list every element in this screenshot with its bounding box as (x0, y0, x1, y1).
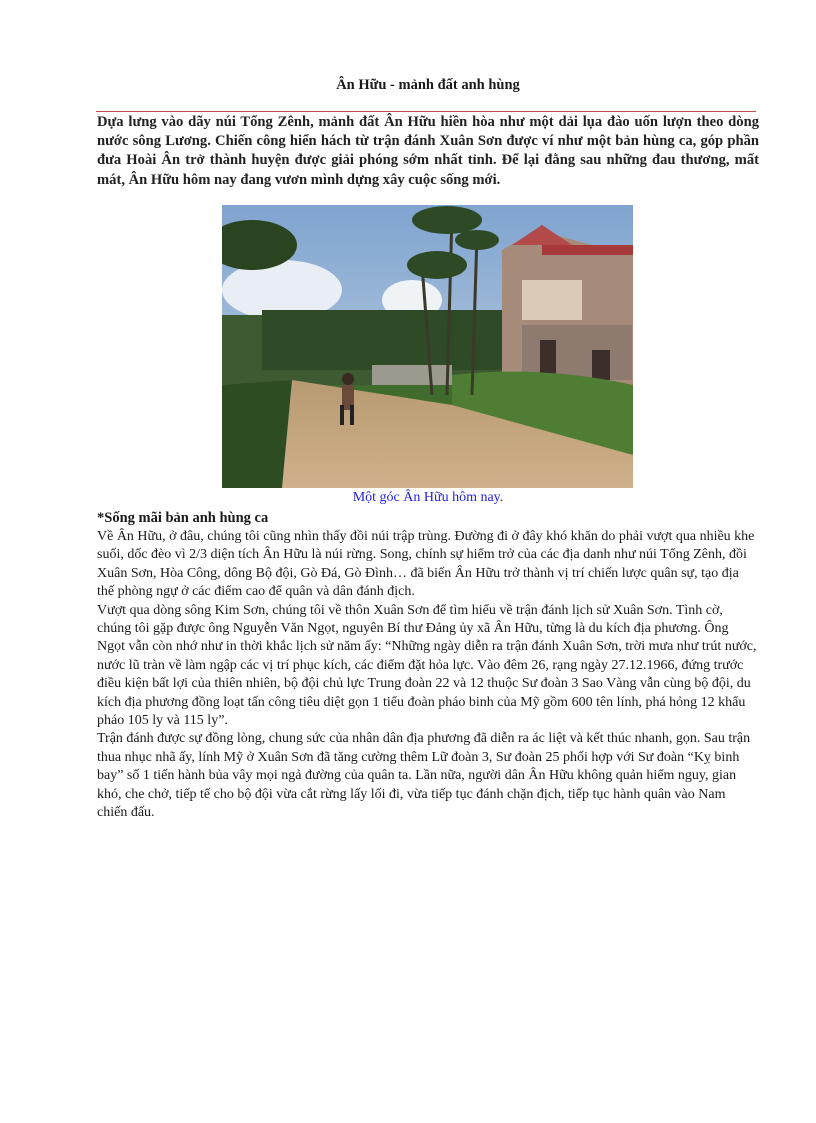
body-paragraph: Về Ân Hữu, ở đâu, chúng tôi cũng nhìn thấy đồi núi trập trùng. Đường đi ở đây khó khăn do phải vượt qua nhiều khe suối, dốc đèo vì 2/3 diện tích Ân Hữu là núi rừng. Song, chính sự hiểm trở của các địa danh như núi Tổng Zênh, đồi Xuân Sơn, Hòa Công, dông Bộ đội, Gò Đá, Gò Đình… đã biến Ân Hữu trở thành vị trí chiến lược quân sự, tạo địa thế phòng ngự ở các điểm cao để quân và dân đánh địch. (97, 529, 755, 600)
article-photo (222, 205, 633, 488)
article-lead: Dựa lưng vào dãy núi Tổng Zênh, mảnh đất Ân Hữu hiền hòa như một dải lụa đào uốn lượn theo dòng nước sông Lương. Chiến công hiển hách từ trận đánh Xuân Sơn được ví như một bản hùng ca, góp phần đưa Hoài Ân trở thành huyện được giải phóng sớm nhất tỉnh. Để lại đằng sau những đau thương, mất mát, Ân Hữu hôm nay đang vươn mình dựng xây cuộc sống mới. (97, 114, 759, 188)
article-body (97, 528, 757, 823)
body-paragraph: Vượt qua dòng sông Kim Sơn, chúng tôi về thôn Xuân Sơn để tìm hiểu về trận đánh lịch sử Xuân Sơn. Tình cờ, chúng tôi gặp được ông Nguyễn Văn Ngọt, nguyên Bí thư Đảng ủy xã Ân Hữu, từng là du kích địa phương. Ông Ngọt vẫn còn nhớ như in thời khắc lịch sử năm ấy: “Những ngày diễn ra trận đánh Xuân Sơn, trời mưa như trút nước, nước lũ tràn về làm ngập các vị trí phục kích, các điểm đặt hỏa lực. Vào đêm 26, rạng ngày 27.12.1966, đứng trước điều kiện bất lợi của thiên nhiên, bộ đội chủ lực Trung đoàn 22 và 12 thuộc Sư đoàn 3 Sao Vàng vẫn cùng bộ đội, du kích địa phương đồng loạt tấn công tiêu diệt gọn 1 tiểu đoàn pháo binh của Mỹ gồm 600 tên lính, phá hỏng 12 khẩu pháo 105 ly và 115 ly”. (97, 602, 757, 729)
title-divider (96, 111, 756, 112)
article-title: Ân Hữu - mảnh đất anh hùng (336, 77, 520, 93)
photo-caption: Một góc Ân Hữu hôm nay. (352, 490, 504, 505)
body-paragraph: Trận đánh được sự đồng lòng, chung sức của nhân dân địa phương đã diễn ra ác liệt và kết thúc nhanh, gọn. Sau trận thua nhục nhã ấy, lính Mỹ ở Xuân Sơn đã tăng cường thêm Lữ đoàn 3, Sư đoàn 25 phối hợp với Sư đoàn “Kỵ binh bay” số 1 tiến hành bủa vây mọi ngả đường của quân ta. Lần nữa, người dân Ân Hữu không quản hiểm nguy, gian khó, che chở, tiếp tế cho bộ đội vừa cắt rừng lấy lối đi, vừa tiếp tục đánh chặn địch, tiếp tục hành quân vào Nam chiến đấu. (97, 731, 751, 821)
section-heading: *Sống mãi bản anh hùng ca (97, 510, 269, 526)
